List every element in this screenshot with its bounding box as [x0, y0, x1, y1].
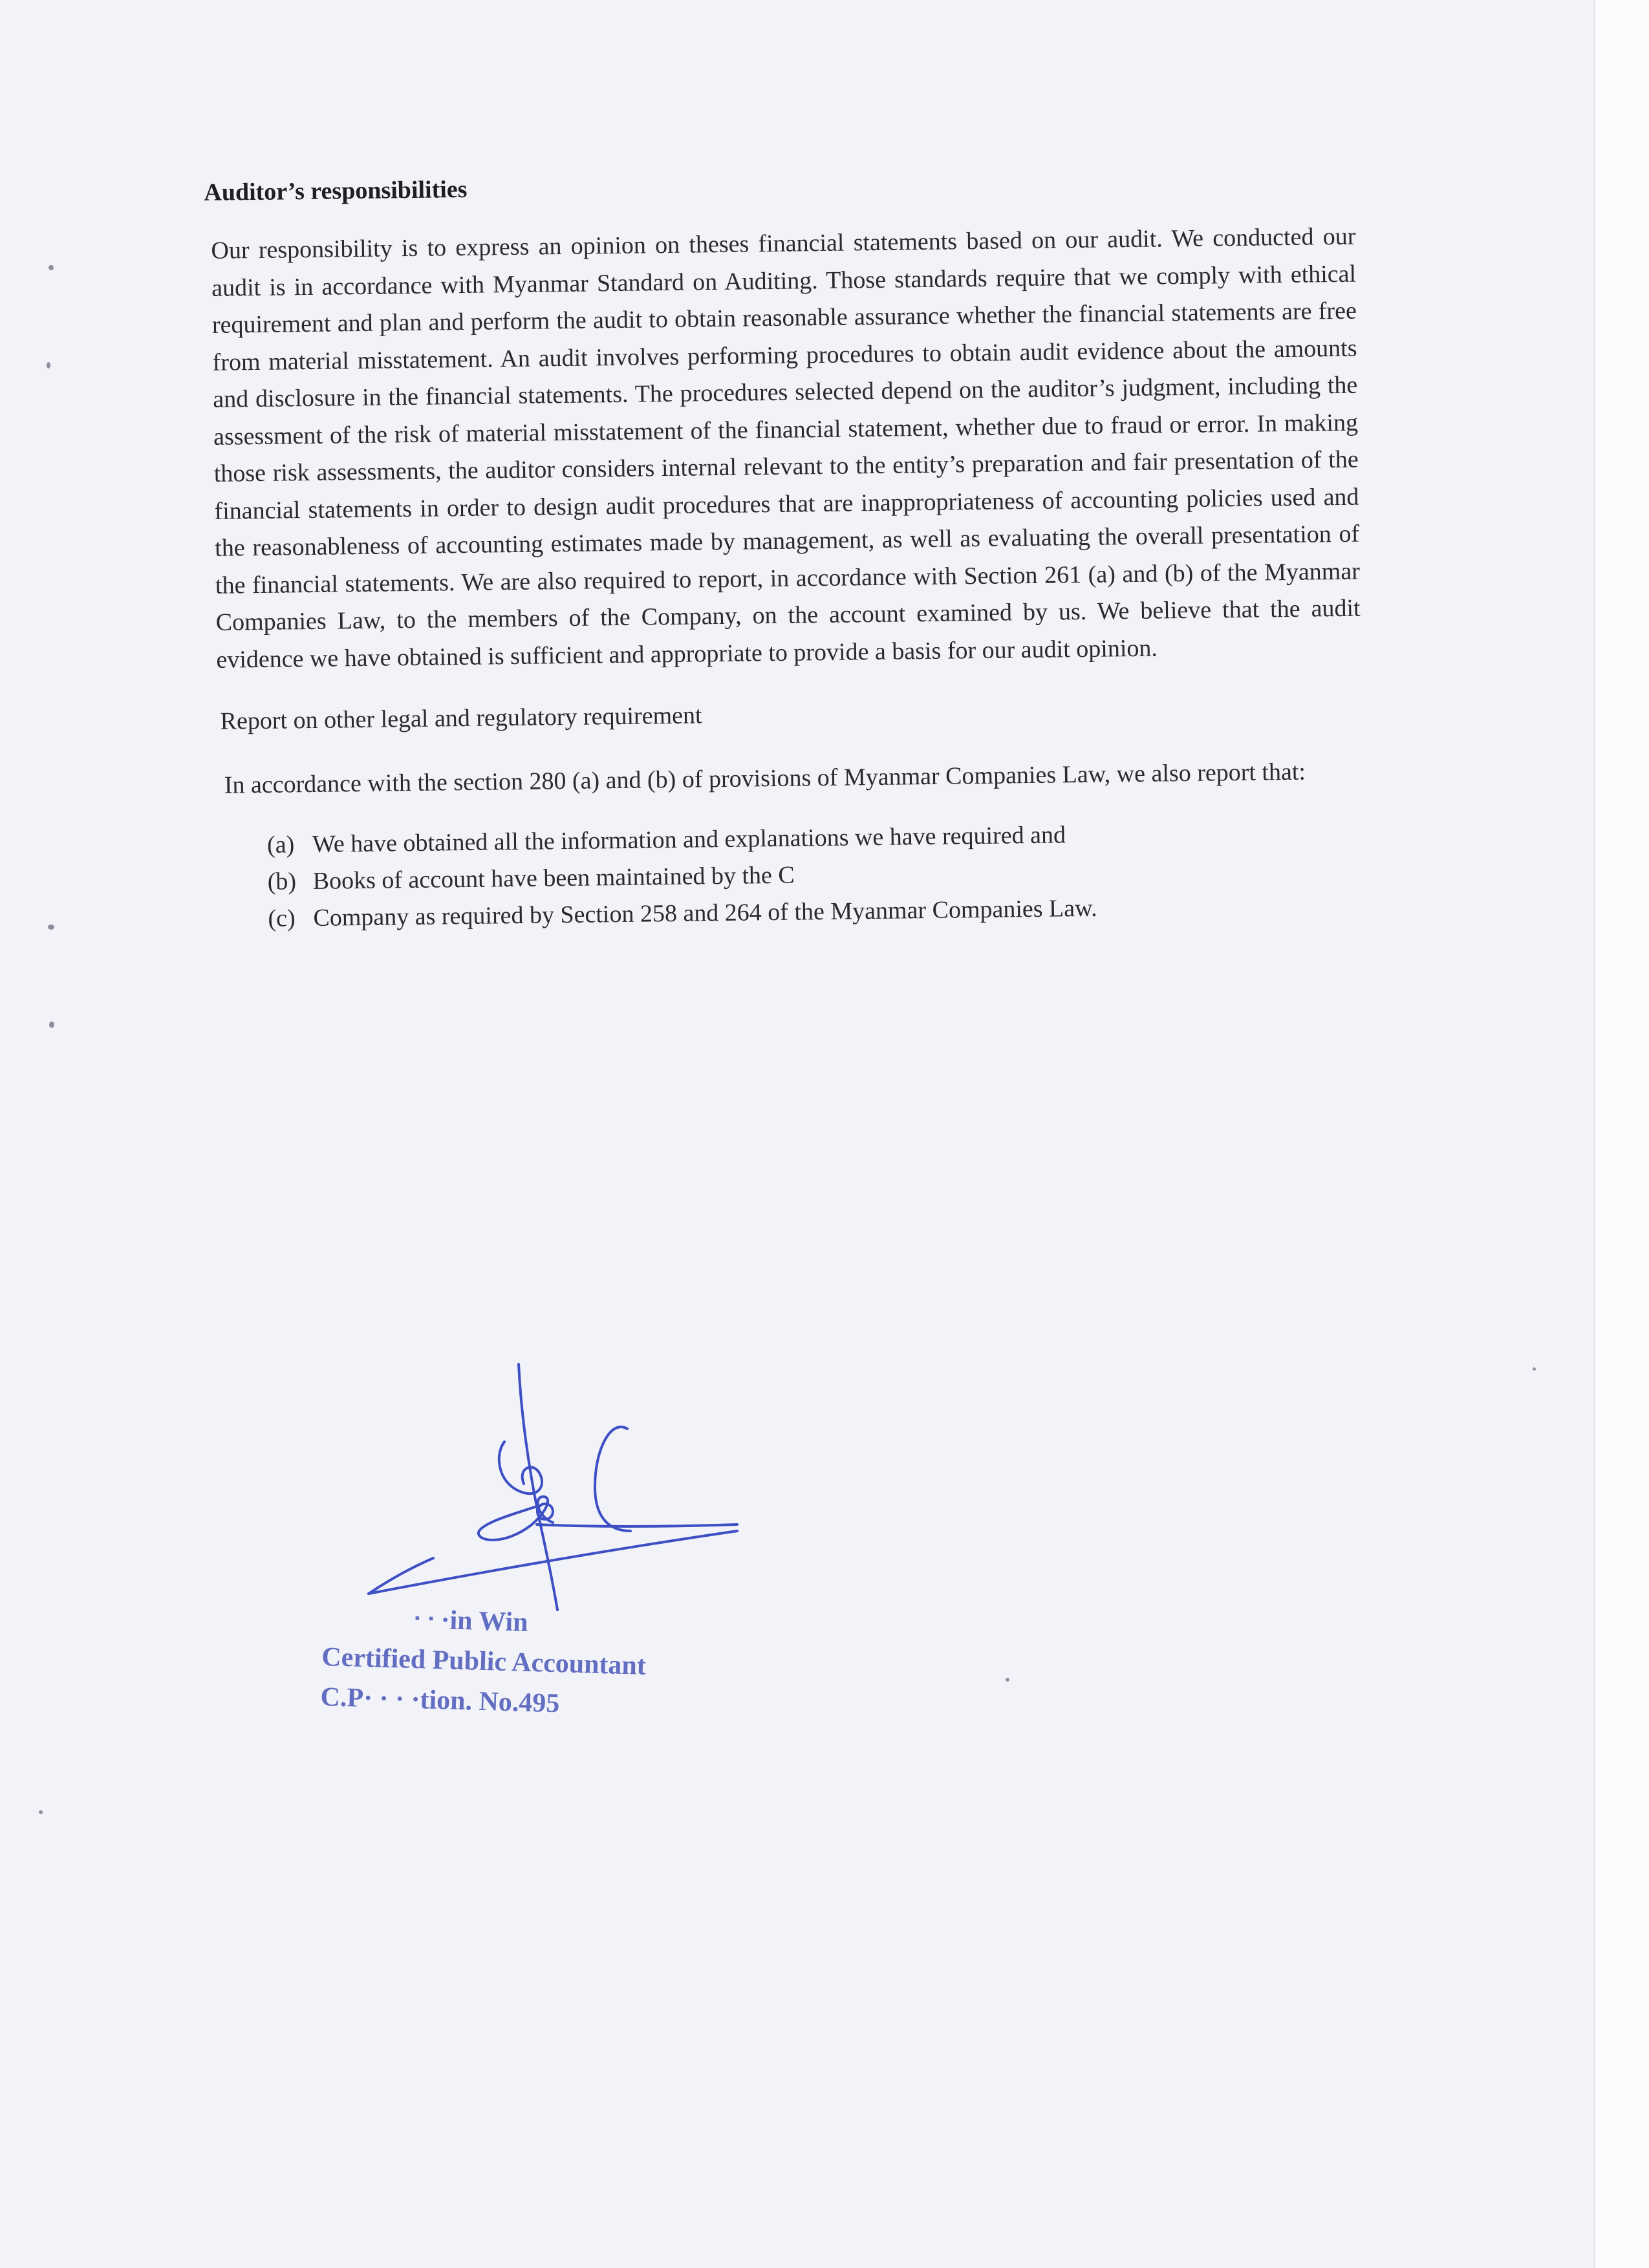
scan-speck	[48, 265, 54, 270]
signature-block	[320, 1358, 776, 1746]
list-marker: (b)	[267, 868, 297, 895]
report-paragraph: In accordance with the section 280 (a) and (b) of provisions of Myanmar Companies Law, we also report that:	[224, 758, 1306, 799]
stamp-title: Certified Public Accountant	[321, 1642, 647, 1681]
handwritten-signature	[323, 1358, 776, 1616]
document-body	[204, 160, 1364, 938]
stamp-registration: C.P· · · ·tion. No.495	[320, 1682, 561, 1719]
scan-speck	[47, 362, 50, 369]
accountant-stamp	[320, 1597, 744, 1729]
page-edge	[1594, 0, 1649, 2268]
report-sub-heading: Report on other legal and regulatory requirement	[220, 701, 702, 735]
responsibilities-paragraph: Our responsibility is to express an opinion on theses financial statements based on our audit. We conducted our audit is in accordance with Myanmar Standard on Auditing. Those standards require that we comply with ethical requirement and plan and perform the audit to obtain reasonable assurance whether the financial statements are free from material misstatement. An audit involves performing procedures to obtain audit evidence about the amounts and disclosure in the financial statements. The procedures selected depend on the auditor’s judgment, including the assessment of the risk of material misstatement of the financial statement, whether due to fraud or error. In making those risk assessments, the auditor considers internal relevant to the entity’s preparation and fair presentation of the financial statements in order to design audit procedures that are inappropriateness of accounting policies used and the reasonableness of accounting estimates made by management, as well as evaluating the overall presentation of the financial statements. We are also required to report, in accordance with Section 261 (a) and (b) of the Myanmar Companies Law, to the members of the Company, on the account examined by us. We believe that the audit evidence we have obtained is sufficient and appropriate to provide a basis for our audit opinion.	[211, 222, 1361, 674]
scan-speck	[1006, 1678, 1009, 1682]
scan-speck	[39, 1810, 43, 1814]
scan-speck	[1533, 1367, 1536, 1371]
stamp-name: ᐧ ᐧ ·in Win	[413, 1604, 529, 1638]
list-item-text: Company as required by Section 258 and 264 of the Myanmar Companies Law.	[313, 894, 1097, 932]
requirements-list	[267, 813, 1364, 937]
section-heading: Auditor’s responsibilities	[204, 175, 468, 206]
list-marker: (a)	[266, 831, 295, 859]
scan-speck	[49, 1022, 54, 1028]
list-item-text: We have obtained all the information and explanations we have required and	[312, 821, 1066, 858]
list-marker: (c)	[268, 904, 296, 932]
list-item-text: Books of account have been maintained by the C	[312, 861, 795, 895]
scan-speck	[48, 925, 54, 930]
